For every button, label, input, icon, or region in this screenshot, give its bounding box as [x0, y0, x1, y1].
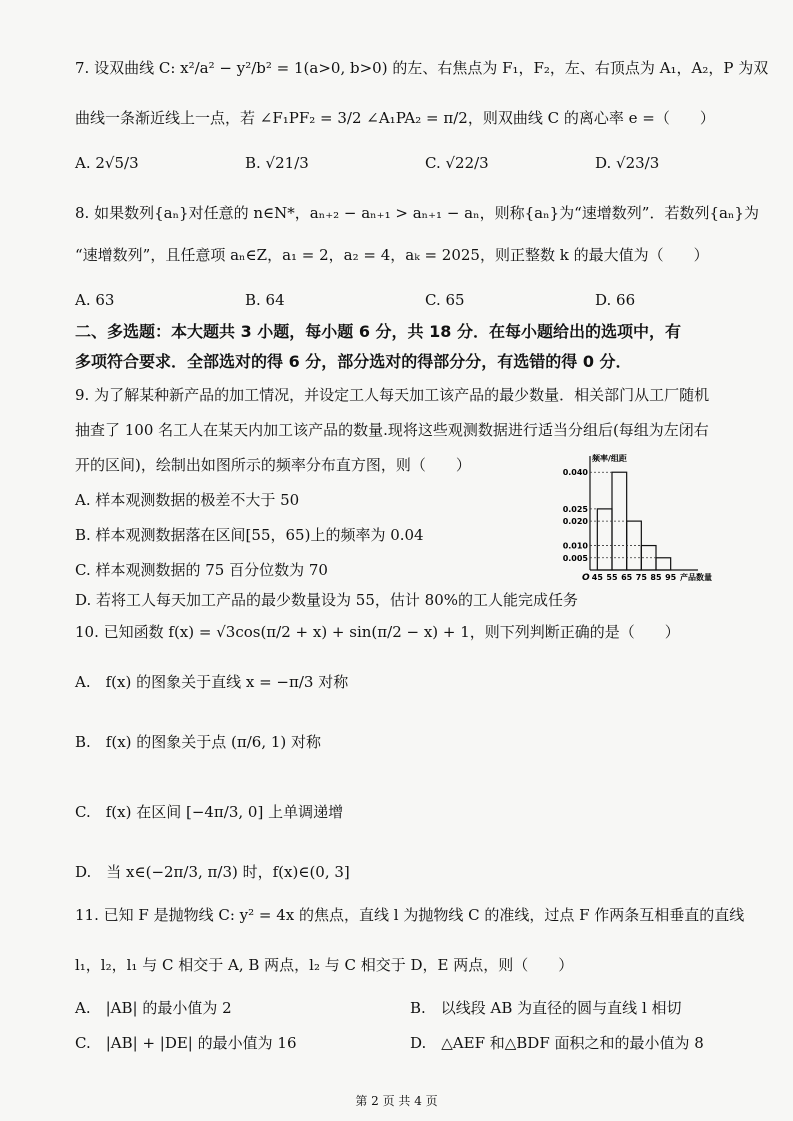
y-tick-label: 0.025	[562, 504, 588, 514]
q10-option-a: A. f(x) 的图象关于直线 x = −π/3 对称	[75, 673, 349, 691]
q9-stem-line3: 开的区间)，绘制出如图所示的频率分布直方图，则（ ）	[75, 456, 471, 474]
q11-option-d: D. △AEF 和△BDF 面积之和的最小值为 8	[410, 1034, 704, 1052]
frequency-histogram	[560, 452, 740, 587]
q9-option-b: B. 样本观测数据落在区间[55，65)上的频率为 0.04	[75, 526, 424, 544]
q7-option-d: D. √23/3	[595, 154, 660, 172]
q7-stem-line2: 曲线一条渐近线上一点，若 ∠F₁PF₂ = 3/2 ∠A₁PA₂ = π/2，则双曲线 C 的离心率 e =（ ）	[75, 109, 715, 127]
q10-option-d: D. 当 x∈(−2π/3, π/3) 时，f(x)∈(0, 3]	[75, 863, 350, 881]
q11-option-c: C. |AB| + |DE| 的最小值为 16	[75, 1034, 297, 1052]
y-tick-label: 0.010	[562, 541, 588, 551]
q8-stem-line1: 8. 如果数列{aₙ}对任意的 n∈N*，aₙ₊₂ − aₙ₊₁ > aₙ₊₁ − aₙ，则称{aₙ}为“速增数列”．若数列{aₙ}为	[75, 204, 759, 222]
histogram-bar	[656, 558, 671, 570]
section2-heading-line2: 多项符合要求．全部选对的得 6 分，部分选对的得部分分，有选错的得 0 分．	[75, 352, 632, 371]
q8-option-a: A. 63	[75, 291, 115, 309]
x-tick-label: 65	[621, 573, 633, 582]
q8-option-c: C. 65	[425, 291, 465, 309]
q11-stem-line1: 11. 已知 F 是抛物线 C: y² = 4x 的焦点，直线 l 为抛物线 C 的准线，过点 F 作两条互相垂直的直线	[75, 906, 745, 924]
q7-option-b: B. √21/3	[245, 154, 309, 172]
q11-stem-line2: l₁，l₂，l₁ 与 C 相交于 A, B 两点，l₂ 与 C 相交于 D，E 两点，则（ ）	[75, 956, 574, 974]
y-tick-label: 0.005	[562, 553, 588, 563]
origin-label: O	[582, 573, 590, 583]
q9-option-c: C. 样本观测数据的 75 百分位数为 70	[75, 561, 328, 579]
q9-stem-line2: 抽查了 100 名工人在某天内加工该产品的数量.现将这些观测数据进行适当分组后(每组为左闭右	[75, 421, 709, 439]
section2-heading-line1: 二、多选题：本大题共 3 小题，每小题 6 分，共 18 分．在每小题给出的选项中，有	[75, 322, 681, 341]
q9-option-d: D. 若将工人每天加工产品的最少数量设为 55，估计 80%的工人能完成任务	[75, 591, 578, 609]
q8-stem-line2: “速增数列”，且任意项 aₙ∈Z，a₁ = 2，a₂ = 4，aₖ = 2025，则正整数 k 的最大值为（ ）	[75, 246, 709, 264]
q10-option-c: C. f(x) 在区间 [−4π/3, 0] 上单调递增	[75, 803, 344, 821]
x-tick-label: 85	[650, 573, 662, 582]
page-footer: 第 2 页 共 4 页	[355, 1094, 438, 1108]
q8-option-d: D. 66	[595, 291, 636, 309]
q8-option-b: B. 64	[245, 291, 285, 309]
y-tick-label: 0.020	[562, 517, 588, 527]
q10-option-b: B. f(x) 的图象关于点 (π/6, 1) 对称	[75, 733, 322, 751]
q10-stem: 10. 已知函数 f(x) = √3cos(π/2 + x) + sin(π/2 − x) + 1，则下列判断正确的是（ ）	[75, 623, 680, 641]
y-axis-label: 频率/组距	[592, 454, 627, 463]
y-tick-label: 0.040	[562, 468, 588, 478]
histogram-bar	[597, 509, 612, 570]
q11-option-a: A. |AB| 的最小值为 2	[75, 999, 232, 1017]
q7-stem-line1: 7. 设双曲线 C: x²/a² − y²/b² = 1(a>0, b>0) 的左、右焦点为 F₁，F₂，左、右顶点为 A₁，A₂，P 为双	[75, 59, 769, 77]
x-tick-label: 55	[606, 573, 618, 582]
x-tick-label: 95	[665, 573, 677, 582]
q9-stem-line1: 9. 为了解某种新产品的加工情况，并设定工人每天加工该产品的最少数量．相关部门从工厂随机	[75, 386, 710, 404]
x-tick-label: 75	[635, 573, 647, 582]
q7-option-a: A. 2√5/3	[75, 154, 139, 172]
q7-option-c: C. √22/3	[425, 154, 489, 172]
q11-option-b: B. 以线段 AB 为直径的圆与直线 l 相切	[410, 999, 682, 1017]
x-axis-label: 产品数量	[680, 573, 712, 582]
q9-option-a: A. 样本观测数据的极差不大于 50	[75, 491, 300, 509]
x-tick-label: 45	[591, 573, 603, 582]
